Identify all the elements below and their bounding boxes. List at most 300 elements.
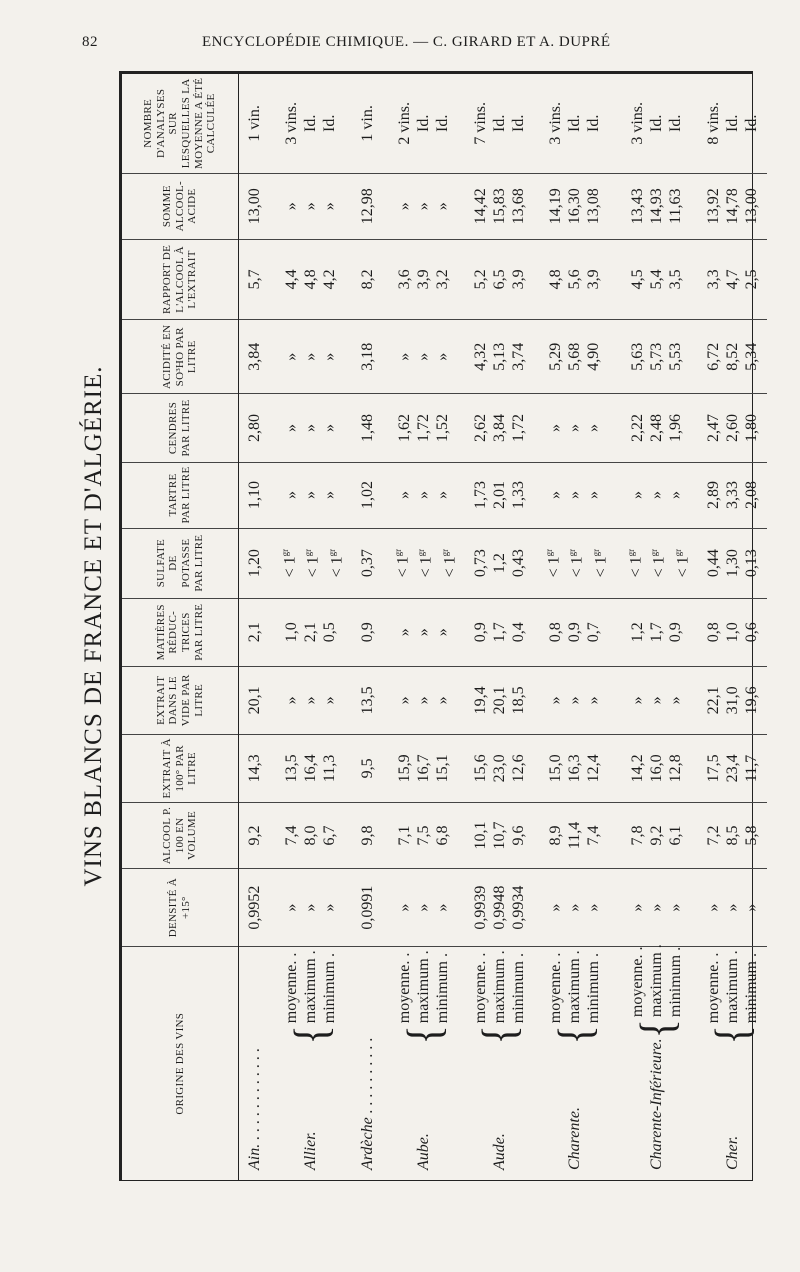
data-cell (616, 868, 698, 946)
cell-value: 5,2 (471, 269, 489, 290)
brace-glyph: { (471, 1025, 526, 1045)
cell-value: » (302, 491, 320, 500)
cell-value: 1,0 (723, 622, 741, 643)
cell-value: 5,53 (667, 342, 685, 371)
stat-label: minimum . (321, 953, 339, 1024)
cell-value: 2,60 (723, 413, 741, 442)
cell-value: 10,1 (471, 821, 489, 850)
stat-label: moyenne. . (629, 946, 647, 1018)
data-cell (383, 734, 465, 802)
stat-label: maximum . (566, 950, 584, 1024)
data-cell (465, 802, 534, 868)
table-row (698, 74, 767, 1180)
data-cell (534, 868, 616, 946)
column-header: DENSITÉ À +15° (122, 868, 239, 946)
cell-value: 18,5 (509, 686, 527, 715)
cell-value: 13,00 (246, 188, 263, 225)
cell-value: 23,4 (723, 754, 741, 783)
cell-value: 4,90 (585, 342, 603, 371)
cell-value: 7 vins. (471, 102, 489, 145)
cell-value: » (396, 628, 414, 637)
cell-value: 5,7 (246, 269, 263, 290)
cell-value: » (566, 423, 584, 432)
cell-value: 14,3 (246, 754, 263, 783)
data-cell (239, 666, 271, 734)
cell-value: » (547, 423, 565, 432)
origin-cell (698, 947, 767, 1180)
cell-value: 8,0 (302, 825, 320, 846)
cell-value: 2,48 (648, 413, 666, 442)
cell-value: 0,9 (358, 622, 376, 643)
cell-value: < $1^{gr}$ (416, 548, 435, 578)
cell-value: » (396, 903, 414, 912)
cell-value: 0,7 (585, 622, 603, 643)
column-header: SULFATE DE POTASSE PAR LITRE (122, 528, 239, 598)
stat-label: minimum . (742, 953, 760, 1024)
cell-value: Id. (648, 114, 666, 132)
cell-value: 4,32 (471, 342, 489, 371)
origin-name: Cher. (723, 1135, 741, 1170)
table-row (616, 74, 698, 1180)
cell-value: Id. (742, 114, 760, 132)
cell-value: 14,42 (471, 188, 489, 225)
table-row (239, 74, 271, 1180)
cell-value: 1,10 (246, 481, 263, 510)
data-cell (465, 320, 534, 394)
origin-cell (352, 947, 383, 1180)
data-cell (352, 239, 383, 319)
cell-value: 12,6 (509, 754, 527, 783)
data-cell (698, 528, 767, 598)
cell-value: 3,6 (396, 269, 414, 290)
cell-value: 0,8 (704, 622, 722, 643)
origin-name: Aude. (490, 1133, 508, 1170)
cell-value: 6,7 (321, 825, 339, 846)
data-cell (352, 734, 383, 802)
cell-value: » (396, 352, 414, 361)
stat-label: moyenne. . (283, 952, 301, 1024)
cell-value: 10,7 (490, 821, 508, 850)
cell-value: < $1^{gr}$ (649, 548, 668, 578)
cell-value: » (396, 491, 414, 500)
cell-value: 5,63 (629, 342, 647, 371)
cell-value: 7,1 (396, 825, 414, 846)
data-cell (239, 734, 271, 802)
cell-value: < $1^{gr}$ (392, 548, 412, 578)
data-cell (352, 528, 383, 598)
cell-value: 8,2 (358, 269, 376, 290)
cell-value: » (742, 903, 760, 912)
cell-value: » (396, 696, 414, 705)
cell-value: < $1^{gr}$ (439, 548, 458, 578)
column-header: EXTRAIT À 100° PAR LITRE (122, 734, 239, 802)
cell-value: 2,89 (704, 481, 722, 510)
cell-value: 2,47 (704, 413, 722, 442)
cell-value: 9,8 (358, 825, 376, 846)
cell-value: » (415, 696, 433, 705)
cell-value: » (415, 352, 433, 361)
data-cell (383, 528, 465, 598)
brace-glyph: { (704, 1025, 759, 1045)
cell-value: 4,4 (283, 269, 301, 290)
data-cell (698, 734, 767, 802)
data-cell (698, 173, 767, 239)
cell-value: 1,2 (490, 553, 508, 574)
data-cell (534, 239, 616, 319)
cell-value: » (321, 491, 339, 500)
cell-value: 6,8 (434, 825, 452, 846)
cell-value: 20,1 (490, 686, 508, 715)
data-cell (383, 802, 465, 868)
data-cell (698, 868, 767, 946)
data-cell (698, 320, 767, 394)
cell-value: 5,6 (566, 269, 584, 290)
cell-value: » (704, 903, 722, 912)
cell-value: < $1^{gr}$ (625, 548, 645, 578)
cell-value: » (283, 696, 301, 705)
cell-value: 1,72 (415, 413, 433, 442)
origin-cell (270, 947, 352, 1180)
cell-value: 13,43 (629, 188, 647, 225)
cell-value: 14,78 (723, 188, 741, 225)
cell-value: 13,68 (509, 188, 527, 225)
cell-value: 11,4 (566, 821, 584, 850)
cell-value: 14,93 (648, 188, 666, 225)
cell-value: 12,4 (585, 754, 603, 783)
cell-value: 3,33 (723, 481, 741, 510)
stat-label: minimum . (434, 953, 452, 1024)
cell-value: » (648, 903, 666, 912)
cell-value: » (648, 491, 666, 500)
data-cell (270, 74, 352, 173)
stat-label: maximum . (415, 950, 433, 1024)
cell-value: » (434, 202, 452, 211)
cell-value: 2,1 (246, 622, 263, 643)
cell-value: 3,84 (490, 413, 508, 442)
data-cell (465, 666, 534, 734)
origin-name: Charente-Inférieure. (648, 1038, 666, 1170)
cell-value: 13,5 (283, 754, 301, 783)
cell-value: 0,9934 (509, 885, 527, 930)
data-cell (352, 74, 383, 173)
cell-value: 5,8 (742, 825, 760, 846)
cell-value: » (302, 903, 320, 912)
data-cell (239, 173, 271, 239)
cell-value: 0,6 (742, 622, 760, 643)
cell-value: 8,5 (723, 825, 741, 846)
stat-label: moyenne. . (396, 952, 414, 1024)
running-title: ENCYCLOPÉDIE CHIMIQUE. — C. GIRARD ET A. DUPRÉ (202, 34, 611, 50)
cell-value: 3,84 (246, 342, 263, 371)
brace-glyph: { (629, 1019, 684, 1039)
data-cell (534, 173, 616, 239)
cell-value: 0,0991 (358, 885, 376, 930)
cell-value: 7,2 (704, 825, 722, 846)
cell-value: 16,0 (648, 754, 666, 783)
cell-value: » (585, 696, 603, 705)
data-cell (270, 320, 352, 394)
stat-label: maximum . (723, 950, 741, 1024)
cell-value: 3 vins. (629, 102, 647, 145)
cell-value: 5,34 (742, 342, 760, 371)
cell-value: 2,22 (629, 413, 647, 442)
cell-value: 19,6 (742, 686, 760, 715)
data-cell (465, 394, 534, 462)
cell-value: » (283, 491, 301, 500)
data-cell (534, 598, 616, 666)
cell-value: » (321, 202, 339, 211)
cell-value: Id. (566, 114, 584, 132)
cell-value: 0,9939 (471, 885, 489, 930)
data-cell (465, 868, 534, 946)
brace-glyph: { (283, 1025, 338, 1045)
cell-value: » (283, 202, 301, 211)
data-cell (383, 394, 465, 462)
cell-value: 9,6 (509, 825, 527, 846)
data-cell (270, 734, 352, 802)
cell-value: » (566, 696, 584, 705)
data-cell (383, 74, 465, 173)
data-cell (534, 802, 616, 868)
data-cell (239, 462, 271, 528)
data-cell (698, 74, 767, 173)
data-cell (239, 394, 271, 462)
data-cell (465, 239, 534, 319)
wine-analysis-table (122, 74, 767, 1180)
data-cell (616, 394, 698, 462)
cell-value: » (321, 423, 339, 432)
cell-value: < $1^{gr}$ (567, 548, 586, 578)
cell-value: 6,72 (704, 342, 722, 371)
data-cell (534, 320, 616, 394)
table-title: VINS BLANCS DE FRANCE ET D'ALGÉRIE. (80, 365, 107, 887)
data-cell (270, 802, 352, 868)
cell-value: » (415, 903, 433, 912)
cell-value: 0,37 (358, 549, 376, 578)
cell-value: 4,8 (547, 269, 565, 290)
cell-value: 16,30 (566, 188, 584, 225)
cell-value: 16,3 (566, 754, 584, 783)
cell-value: 11,3 (321, 754, 339, 783)
cell-value: 11,7 (742, 754, 760, 783)
data-cell (465, 734, 534, 802)
cell-value: » (415, 202, 433, 211)
cell-value: 9,2 (246, 825, 263, 846)
cell-value: 13,00 (742, 188, 760, 225)
table-body (239, 74, 767, 1180)
data-cell (616, 239, 698, 319)
cell-value: 1,7 (648, 622, 666, 643)
data-cell (616, 598, 698, 666)
cell-value: » (434, 628, 452, 637)
origin-name: Charente. (566, 1107, 584, 1170)
data-cell (352, 173, 383, 239)
brace-glyph: { (547, 1025, 602, 1045)
cell-value: » (283, 352, 301, 361)
cell-value: » (585, 903, 603, 912)
cell-value: 0,9948 (490, 885, 508, 930)
cell-value: 0,9 (667, 622, 685, 643)
cell-value: 0,9 (566, 622, 584, 643)
data-cell (239, 868, 271, 946)
cell-value: < $1^{gr}$ (326, 548, 345, 578)
cell-value: 14,19 (547, 188, 565, 225)
cell-value: 7,8 (629, 825, 647, 846)
cell-value: 1,73 (471, 481, 489, 510)
cell-value: Id. (723, 114, 741, 132)
cell-value: 1,48 (358, 413, 376, 442)
data-cell (352, 462, 383, 528)
data-cell (616, 666, 698, 734)
cell-value: » (415, 491, 433, 500)
column-header: MATIÈRES RÉDUC- TRICES PAR LITRE (122, 598, 239, 666)
origin-name: Aube. (415, 1133, 433, 1170)
data-cell (383, 868, 465, 946)
data-cell (239, 239, 271, 319)
cell-value: 15,83 (490, 188, 508, 225)
cell-value: 17,5 (704, 754, 722, 783)
cell-value: 19,4 (471, 686, 489, 715)
cell-value: 1,20 (246, 549, 263, 578)
cell-value: » (302, 352, 320, 361)
cell-value: Id. (302, 114, 320, 132)
brace-glyph: { (396, 1025, 451, 1045)
column-header: CENDRES PAR LITRE (122, 394, 239, 462)
origin-cell (616, 944, 698, 1180)
cell-value: » (667, 696, 685, 705)
table-row (465, 74, 534, 1180)
data-cell (616, 320, 698, 394)
cell-value: 1,0 (283, 622, 301, 643)
cell-value: 1 vin. (246, 105, 263, 142)
cell-value: 2,08 (742, 481, 760, 510)
cell-value: » (302, 696, 320, 705)
cell-value: 1,7 (490, 622, 508, 643)
data-cell (465, 528, 534, 598)
cell-value: 20,1 (246, 686, 263, 715)
cell-value: 5,29 (547, 342, 565, 371)
data-cell (352, 598, 383, 666)
cell-value: 1,72 (509, 413, 527, 442)
stat-label: maximum . (302, 950, 320, 1024)
cell-value: 23,0 (490, 754, 508, 783)
origin-name: Ain. . . . . . . . . . . . . (246, 1047, 263, 1170)
cell-value: » (629, 491, 647, 500)
data-cell (352, 394, 383, 462)
data-cell (698, 666, 767, 734)
cell-value: 6,1 (667, 825, 685, 846)
cell-value: 15,1 (434, 754, 452, 783)
cell-value: 5,13 (490, 342, 508, 371)
cell-value: 15,9 (396, 754, 414, 783)
cell-value: 9,5 (358, 758, 376, 779)
data-cell (465, 598, 534, 666)
column-header: ACIDITÉ EN SO³HO PAR LITRE (122, 320, 239, 394)
cell-value: » (723, 903, 741, 912)
cell-value: 0,13 (742, 549, 760, 578)
data-cell (383, 598, 465, 666)
data-cell (352, 666, 383, 734)
cell-value: Id. (321, 114, 339, 132)
cell-value: 1,30 (723, 549, 741, 578)
data-cell (698, 239, 767, 319)
cell-value: » (283, 903, 301, 912)
data-cell (616, 462, 698, 528)
cell-value: 2 vins. (396, 102, 414, 145)
cell-value: < $1^{gr}$ (280, 548, 299, 578)
data-cell (465, 462, 534, 528)
cell-value: 12,8 (667, 754, 685, 783)
column-header: EXTRAIT DANS LE VIDE PAR LITRE (122, 666, 239, 734)
cell-value: 0,5 (321, 622, 339, 643)
data-cell (534, 394, 616, 462)
cell-value: 7,5 (415, 825, 433, 846)
cell-value: » (321, 696, 339, 705)
data-cell (383, 320, 465, 394)
origin-name: Allier. (302, 1131, 320, 1170)
data-cell (534, 462, 616, 528)
data-cell (270, 598, 352, 666)
cell-value: 13,92 (704, 188, 722, 225)
data-cell (698, 462, 767, 528)
data-cell (239, 528, 271, 598)
cell-value: Id. (415, 114, 433, 132)
data-cell (270, 666, 352, 734)
cell-value: » (434, 491, 452, 500)
cell-value: 16,4 (302, 754, 320, 783)
data-cell (383, 462, 465, 528)
origin-cell (383, 947, 465, 1180)
stat-label: moyenne. . (547, 952, 565, 1024)
data-cell (239, 320, 271, 394)
cell-value: » (667, 491, 685, 500)
data-cell (352, 868, 383, 946)
data-cell (616, 528, 698, 598)
cell-value: 9,2 (648, 825, 666, 846)
cell-value: Id. (585, 114, 603, 132)
cell-value: 0,44 (704, 549, 722, 578)
cell-value: » (547, 696, 565, 705)
cell-value: 1 vin. (358, 105, 376, 142)
cell-value: 7,4 (283, 825, 301, 846)
data-cell (698, 802, 767, 868)
cell-value: » (547, 903, 565, 912)
cell-value: 8 vins. (704, 102, 722, 145)
cell-value: 3,74 (509, 342, 527, 371)
cell-value: 1,33 (509, 481, 527, 510)
cell-value: 8,52 (723, 342, 741, 371)
data-cell (534, 734, 616, 802)
column-header: ORIGINE DES VINS (122, 947, 239, 1180)
cell-value: 22,1 (704, 686, 722, 715)
data-cell (270, 462, 352, 528)
data-cell (534, 666, 616, 734)
cell-value: 3,3 (704, 269, 722, 290)
stat-label: minimum . (509, 953, 527, 1024)
cell-value: » (434, 696, 452, 705)
stat-label: minimum . (667, 946, 685, 1018)
data-cell (698, 598, 767, 666)
cell-value: 14,2 (629, 754, 647, 783)
cell-value: 2,62 (471, 413, 489, 442)
cell-value: 3,2 (434, 269, 452, 290)
data-cell (465, 74, 534, 173)
cell-value: Id. (434, 114, 452, 132)
cell-value: 3,18 (358, 342, 376, 371)
cell-value: 1,96 (667, 413, 685, 442)
origin-name: Ardèche . . . . . . . . . . (358, 1037, 376, 1170)
stat-label: moyenne. . (704, 952, 722, 1024)
